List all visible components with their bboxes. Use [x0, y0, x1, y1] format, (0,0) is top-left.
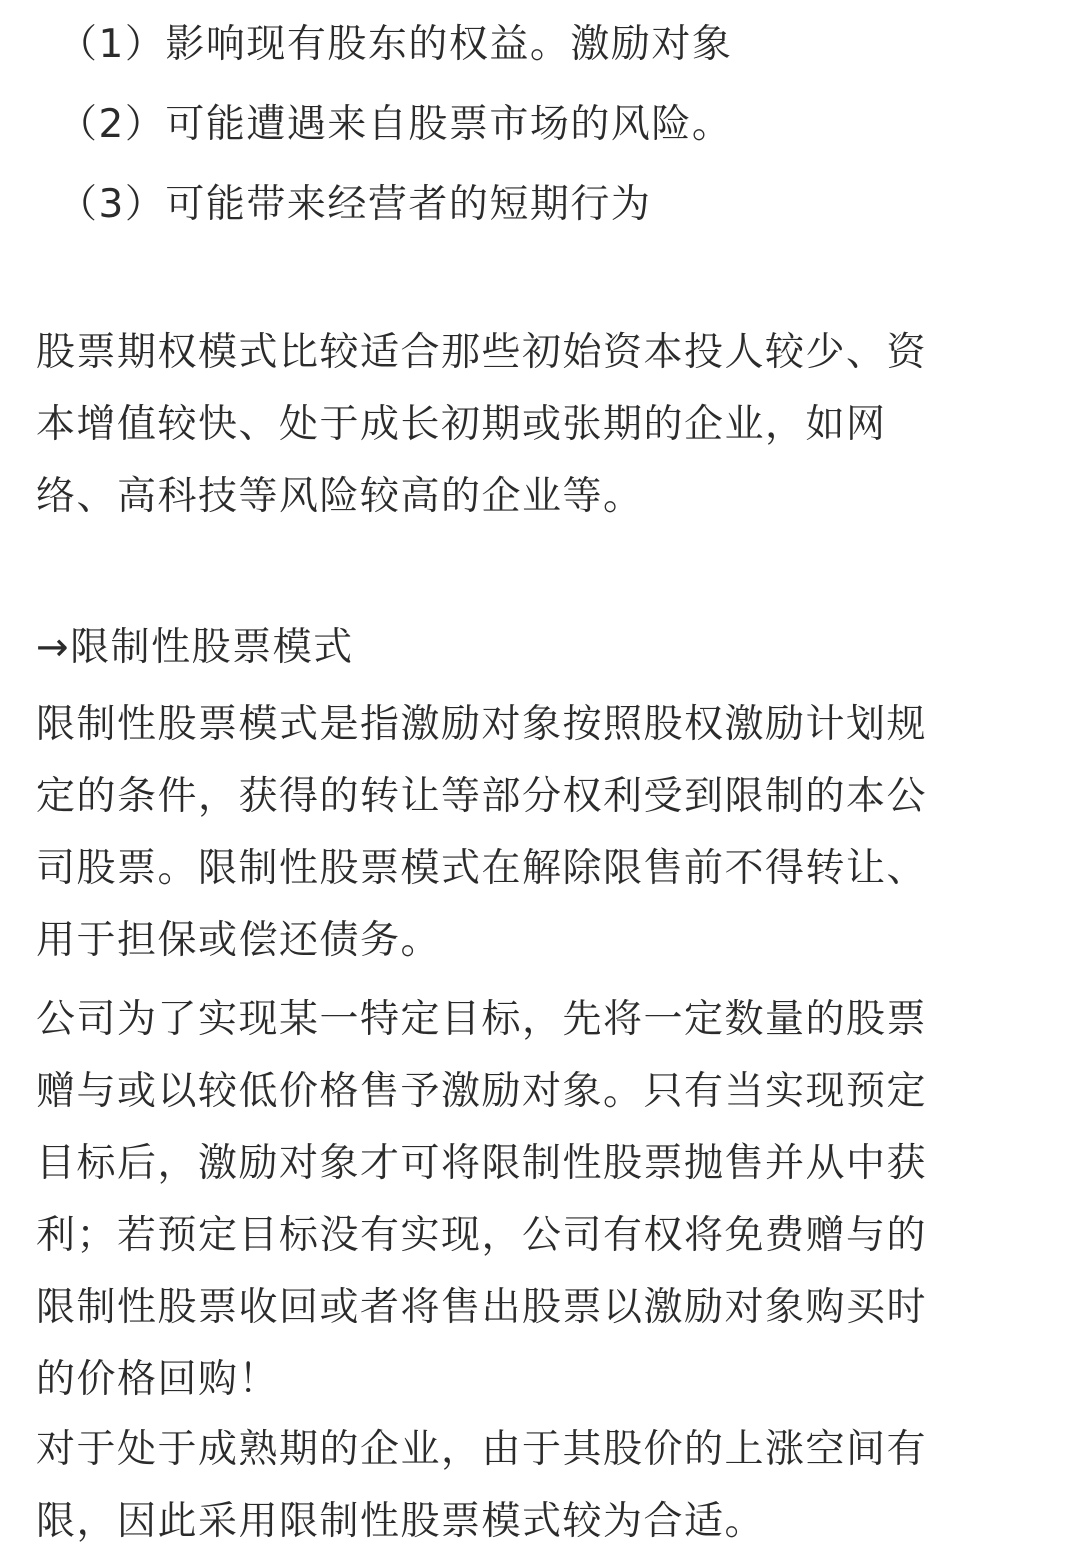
text-line: 对于处于成熟期的企业，由于其股价的上涨空间有: [36, 1427, 928, 1472]
text-line: 本增值较快、处于成长初期或张期的企业，如网: [36, 402, 887, 447]
text-line: 用于担保或偿还债务。: [36, 918, 442, 963]
paragraph-stock-option-suitability: [36, 317, 1056, 533]
list-item: （3）可能带来经营者的短期行为: [58, 182, 652, 227]
list-item: （2）可能遭遇来自股票市场的风险。: [58, 102, 733, 147]
text-line: 目标后，激励对象才可将限制性股票抛售并从中获: [36, 1141, 928, 1186]
section-heading: [36, 612, 1056, 684]
text-line: 限制性股票收回或者将售出股票以激励对象购买时: [36, 1285, 928, 1330]
text-line: 股票期权模式比较适合那些初始资本投人较少、资: [36, 330, 928, 375]
text-line: 限，因此采用限制性股票模式较为合适。: [36, 1499, 766, 1544]
text-line: 的价格回购！: [36, 1357, 280, 1402]
text-line: 络、高科技等风险较高的企业等。: [36, 474, 644, 519]
list-item: （1）影响现有股东的权益。激励对象: [58, 22, 733, 67]
text-line: 定的条件，获得的转让等部分权利受到限制的本公: [36, 774, 928, 819]
paragraph-mechanism: [36, 984, 1056, 1416]
text-line: 利；若预定目标没有实现，公司有权将免费赠与的: [36, 1213, 928, 1258]
paragraph-definition: [36, 689, 1056, 977]
text-line: 限制性股票模式是指激励对象按照股权激励计划规: [36, 702, 928, 747]
text-line: 公司为了实现某一特定目标，先将一定数量的股票: [36, 997, 928, 1042]
paragraph-mature-enterprise: [36, 1414, 1056, 1558]
risk-list: [58, 5, 1078, 245]
heading-text: →限制性股票模式: [36, 625, 354, 670]
text-line: 司股票。限制性股票模式在解除限售前不得转让、: [36, 846, 928, 891]
text-line: 赠与或以较低价格售予激励对象。只有当实现预定: [36, 1069, 928, 1114]
